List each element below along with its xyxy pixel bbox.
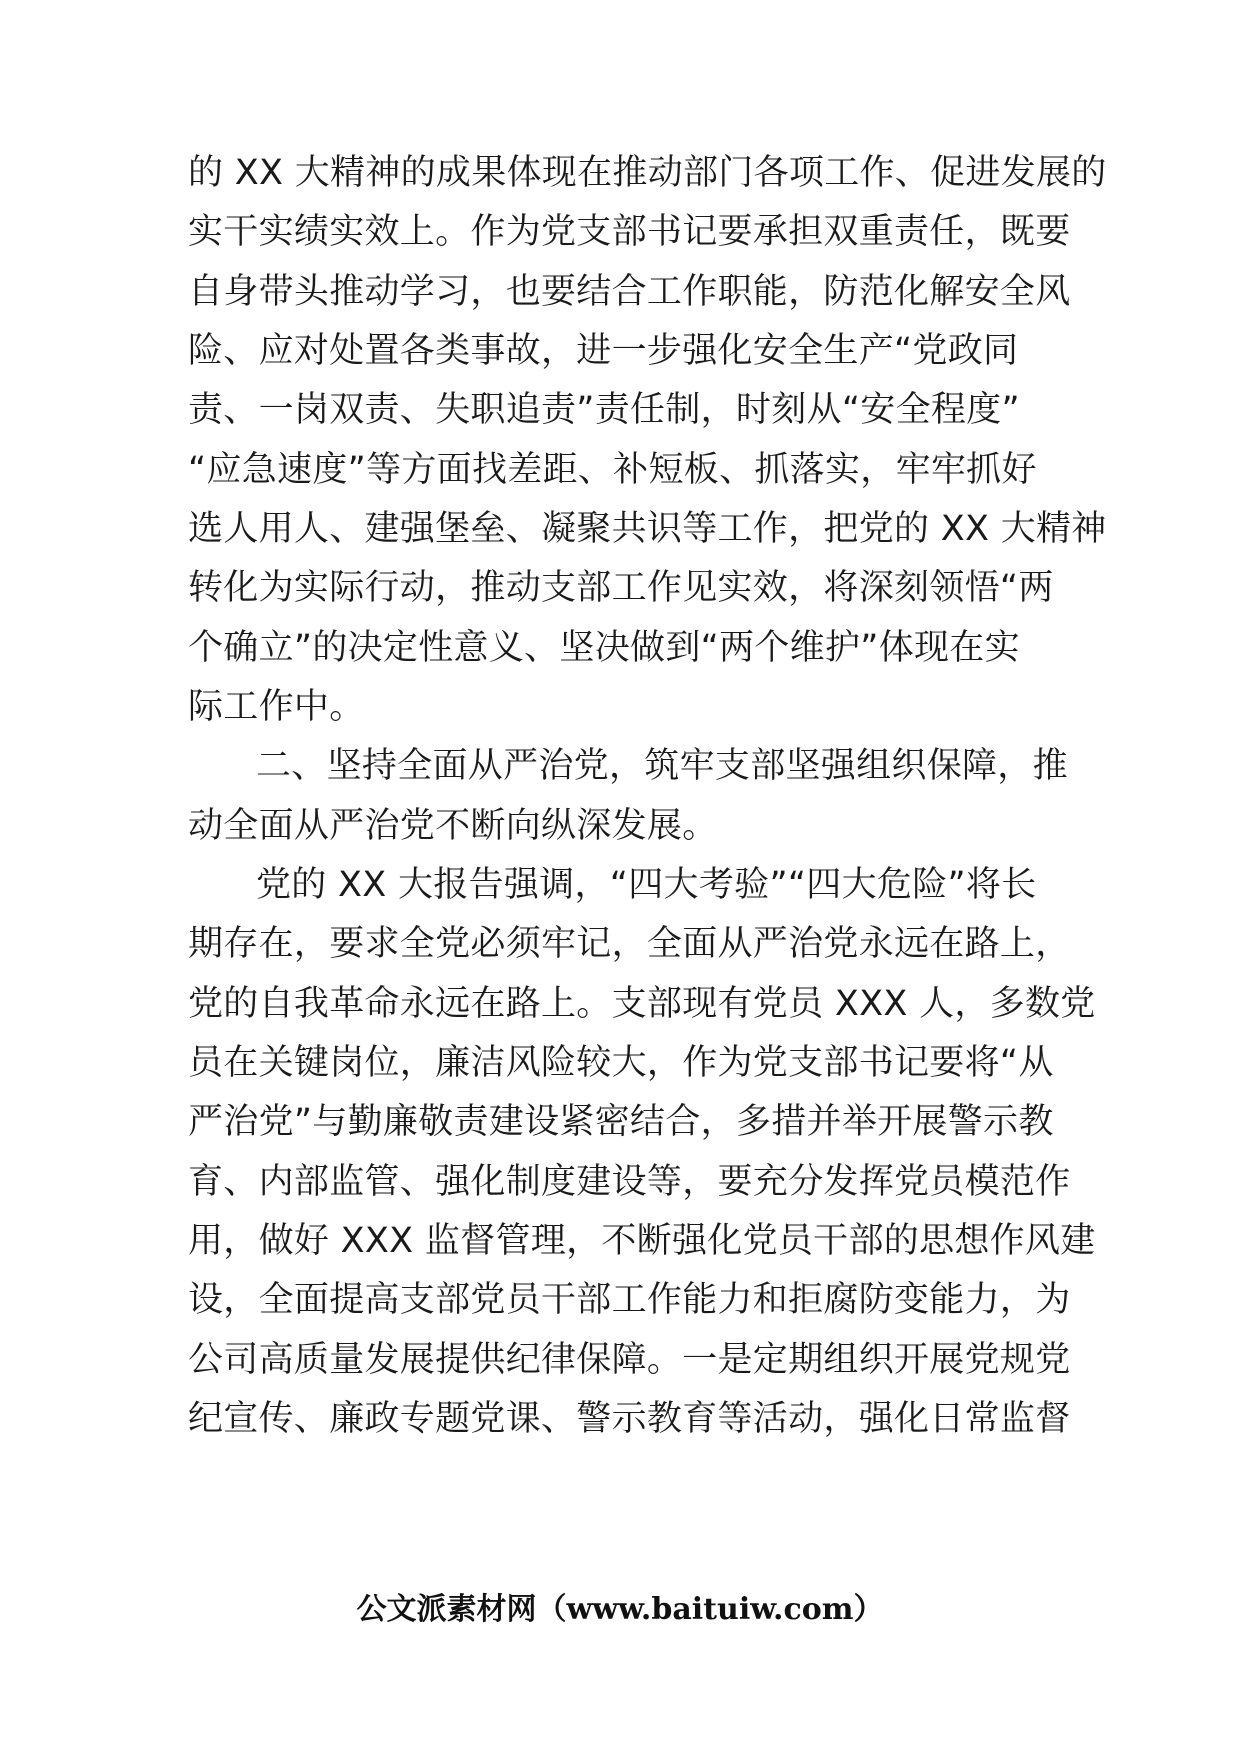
text-line: 自身带头推动学习，也要结合工作职能，防范化解安全风 [188, 272, 1071, 312]
section-heading-line: 二、坚持全面从严治党，筑牢支部坚强组织保障，推 [256, 746, 1068, 786]
text-line: 公司高质量发展提供纪律保障。一是定期组织开展党规党 [188, 1340, 1071, 1380]
text-line: 选人用人、建强堡垒、凝聚共识等工作，把党的 XX 大精神 [188, 509, 1107, 549]
text-line: 严治党”与勤廉敬责建设紧密结合，多措并举开展警示教 [188, 1102, 1054, 1142]
text-line: 个确立”的决定性意义、坚决做到“两个维护”体现在实 [188, 628, 1020, 668]
text-line: 员在关键岗位，廉洁风险较大，作为党支部书记要将“从 [188, 1043, 1054, 1083]
text-line: 设，全面提高支部党员干部工作能力和拒腐防变能力，为 [188, 1280, 1071, 1320]
text-line: 期存在，要求全党必须牢记，全面从严治党永远在路上， [188, 924, 1071, 964]
text-line: 实干实绩实效上。作为党支部书记要承担双重责任，既要 [188, 212, 1071, 252]
text-line: 转化为实际行动，推动支部工作见实效，将深刻领悟“两 [188, 568, 1054, 608]
text-line: 险、应对处置各类事故，进一步强化安全生产“党政同 [188, 331, 1019, 371]
text-line: 际工作中。 [188, 687, 365, 727]
text-line: 党的 XX 大报告强调，“四大考验”“四大危险”将长 [256, 865, 1037, 905]
text-line: 的 XX 大精神的成果体现在推动部门各项工作、促进发展的 [188, 153, 1107, 193]
text-line: 党的自我革命永远在路上。支部现有党员 XXX 人，多数党 [188, 984, 1096, 1024]
text-line: 育、内部监管、强化制度建设等，要充分发挥党员模范作 [188, 1162, 1071, 1202]
footer-watermark: 公文派素材网（www.baituiw.com） [356, 1592, 884, 1627]
section-heading-line: 动全面从严治党不断向纵深发展。 [188, 806, 718, 846]
text-line: 用，做好 XXX 监督管理，不断强化党员干部的思想作风建 [188, 1221, 1096, 1261]
text-line: “应急速度”等方面找差距、补短板、抓落实，牢牢抓好 [188, 450, 1037, 490]
text-line: 纪宣传、廉政专题党课、警示教育等活动，强化日常监督 [188, 1399, 1071, 1439]
text-line: 责、一岗双责、失职追责”责任制，时刻从“安全程度” [188, 390, 1020, 430]
